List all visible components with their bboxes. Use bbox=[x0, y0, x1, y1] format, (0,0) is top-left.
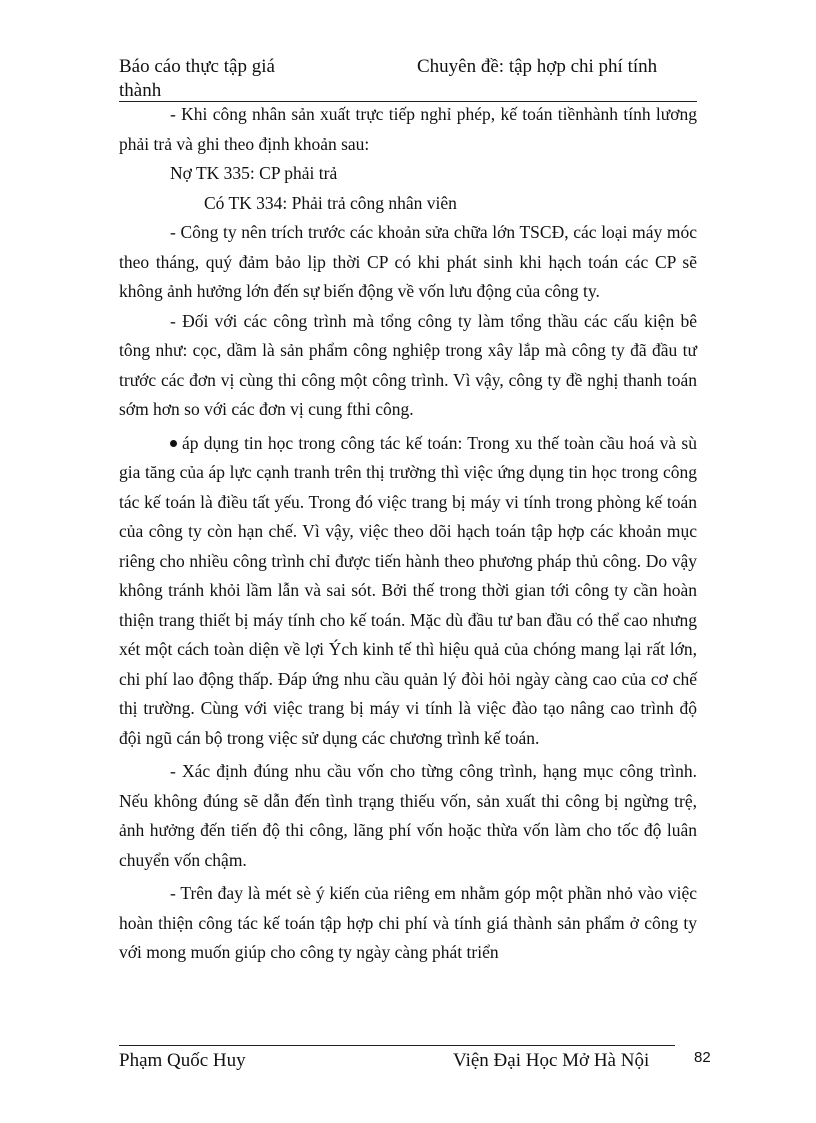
bullet-icon bbox=[170, 440, 177, 447]
footer-author: Phạm Quốc Huy bbox=[119, 1050, 246, 1071]
journal-debit-line: Nợ TK 335: CP phải trả bbox=[170, 163, 338, 183]
paragraph-it-application-text: áp dụng tin học trong công tác kế toán: Trong xu thế toàn cầu hoá và sù gia tăng của áp lực cạnh tranh trên thị trường thì việc ứng dụng tin học trong công tác kế toán là điều tất yếu. Trong đó việc trang bị máy vi tính trong phòng kế toán của công ty còn hạn chế. Vì vậy, việc theo dõi hạch toán tập hợp các khoản mục riêng cho nhiều công trình chỉ được tiến hành theo phương pháp thủ công. Do vậy không tránh khỏi lầm lẫn và sai sót. Bởi thế trong thời gian tới công ty cần hoàn thiện trang thiết bị máy tính cho kế toán. Mặc dù đầu tư ban đầu có thể cao nhưng xét một cách toàn diện về lợi Ých kinh tế thì hiệu quả của chóng mang lại rất lớn, chi phí lao động thấp. Đáp ứng nhu cầu quản lý đòi hỏi ngày càng cao của cơ chế thị trường. Cùng với việc trang bị máy vi tính là việc đào tạo nâng cao trình độ đội ngũ cán bộ trong việc sử dụng các chương trình kế toán. bbox=[119, 432, 697, 748]
paragraph-capital-needs: - Xác định đúng nhu cầu vốn cho từng công trình, hạng mục công trình. Nếu không đúng sẽ dẫn đến tình trạng thiếu vốn, sản xuất thi công bị ngừng trệ, ảnh hưởng đến tiến độ thi công, lãng phí vốn hoặc thừa vốn làm cho tốc độ luân chuyển vốn chậm. bbox=[119, 761, 697, 870]
journal-credit-line: Có TK 334: Phải trả công nhân viên bbox=[204, 192, 457, 213]
footer-divider bbox=[119, 1045, 675, 1046]
footer-institution: Viện Đại Học Mở Hà Nội bbox=[453, 1050, 650, 1071]
header-left-title: Báo cáo thực tập giá thành bbox=[119, 56, 275, 101]
paragraph-conclusion: - Trên đay là mét sè ý kiến của riêng em nhằm góp một phần nhỏ vào việc hoàn thiện công tác kế toán tập hợp chi phí và tính giá thành sản phẩm ở công ty với mong muốn giúp cho công ty ngày càng phát triển bbox=[119, 883, 697, 962]
page-number: 82 bbox=[694, 1049, 711, 1066]
header-right-title: Chuyên đề: tập hợp chi phí tính bbox=[417, 56, 658, 77]
paragraph-repair-provision: - Công ty nên trích trước các khoản sửa chữa lớn TSCĐ, các loại máy móc theo tháng, quý đảm bảo lịp thời CP có khi phát sinh khi hạch toán các CP sẽ không ảnh hưởng lớn đến sự biến động về vốn lưu động của công ty. bbox=[119, 222, 697, 301]
document-body bbox=[119, 100, 697, 968]
paragraph-leave-wages: - Khi công nhân sản xuất trực tiếp nghỉ phép, kế toán tiềnhành tính lương phải trả và ghi theo định khoản sau: bbox=[119, 104, 697, 154]
paragraph-it-application bbox=[119, 429, 697, 754]
paragraph-contractor-payment: - Đối với các công trình mà tổng công ty làm tổng thầu các cấu kiện bê tông như: cọc, dầm là sản phẩm công nghiệp trong xây lắp mà công ty đã đầu tư trước các đơn vị cùng thi công một công trình. Vì vậy, công ty đề nghị thanh toán sớm hơn so với các đơn vị cung fthi công. bbox=[119, 310, 697, 419]
